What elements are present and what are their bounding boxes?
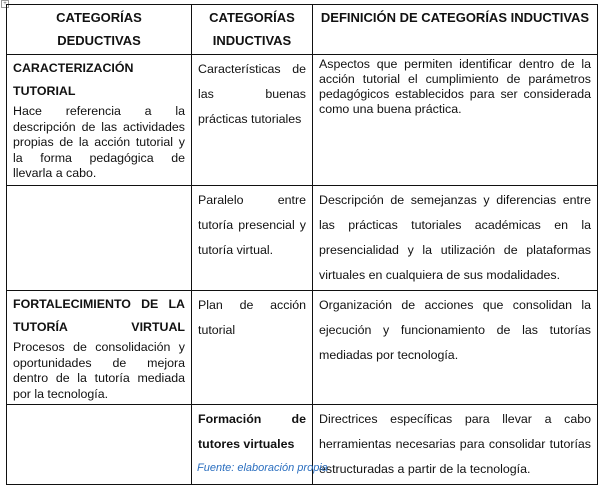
deductive-cell [7,405,192,485]
deductive-cell [7,291,192,405]
categories-table [6,4,598,485]
definition-cell: Organización de acciones que consolidan la ejecución y funcionamiento de las tutorías mediadas por tecnología. [313,291,598,405]
deductive-description: Procesos de consolidación y oportunidades de mejora dentro de la tutoría mediada por la tecnología. [13,340,185,401]
header-inductive: CATEGORÍAS INDUCTIVAS [192,5,313,55]
table-row [7,186,598,291]
deductive-title: CARACTERIZACIÓN TUTORIAL [13,61,134,98]
definition-cell: Aspectos que permiten identificar dentro de la acción tutorial el cumplimiento de parámetros pedagógicos establecidos para ser considerada como una buena práctica. [313,55,598,186]
inductive-cell: Plan de acción tutorial [192,291,313,405]
header-deductive: CATEGORÍAS DEDUCTIVAS [7,5,192,55]
deductive-description: Hace referencia a la descripción de las actividades propias de la acción tutorial y la forma pedagógica de llevarla a cabo. [13,104,185,180]
definition-cell: Directrices específicas para llevar a cabo herramientas necesarias para consolidar tutorías estructuradas a partir de la tecnología. [313,405,598,485]
table-row [7,291,598,405]
table-row [7,55,598,186]
definition-cell: Descripción de semejanzas y diferencias entre las prácticas tutoriales académicas en la presencialidad y la utilización de plataformas virtuales en cualquiera de sus modalidades. [313,186,598,291]
table-source-caption: Fuente: elaboración propia [197,462,328,474]
deductive-title: FORTALECIMIENTO DE LA TUTORÍA VIRTUAL [13,297,185,334]
inductive-cell: Paralelo entre tutoría presencial y tutoría virtual. [192,186,313,291]
deductive-cell [7,186,192,291]
header-definition: DEFINICIÓN DE CATEGORÍAS INDUCTIVAS [313,5,598,55]
table-move-handle[interactable]: + [1,0,9,8]
inductive-cell: Características de las buenas prácticas tutoriales [192,55,313,186]
table-header-row [7,5,598,55]
deductive-cell [7,55,192,186]
inductive-cell: Formación de tutores virtuales [192,405,313,485]
